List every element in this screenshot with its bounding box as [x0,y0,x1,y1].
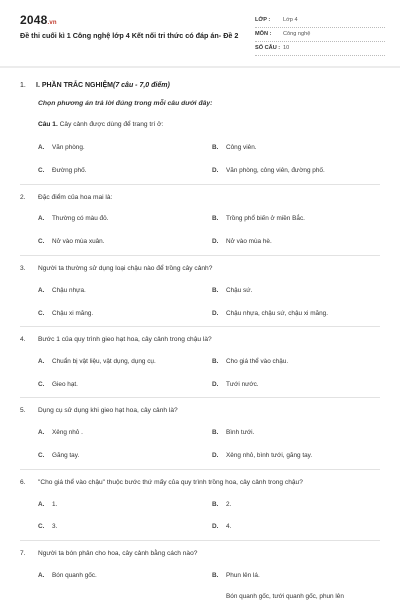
q4-option-c[interactable]: C. Gieo hạt. [38,381,78,388]
q1-option-c[interactable]: C. Đường phố. [38,167,87,174]
q4-option-a[interactable]: A. Chuẩn bị vật liệu, vật dụng, dụng cụ. [38,358,156,365]
q1-option-b[interactable]: B. Công viên. [212,144,257,151]
q4-option-d[interactable]: D. Tưới nước. [212,381,259,388]
question-1-text: Câu 1. Cây cảnh được dùng để trang trí ở: [38,121,164,128]
q2-option-b[interactable]: B. Trồng phổ biến ở miền Bắc. [212,215,305,222]
q7-option-a[interactable]: A. Bón quanh gốc. [38,572,97,579]
question-divider [20,540,380,541]
q3-option-a[interactable]: A. Chậu nhựa. [38,287,86,294]
section-title: 1. I. PHẦN TRẮC NGHIỆM(7 câu - 7,0 điểm) [20,82,170,89]
q5-option-d[interactable]: D. Xẻng nhỏ, bình tưới, găng tay. [212,452,313,459]
q5-option-c[interactable]: C. Găng tay. [38,452,80,459]
q7-option-b[interactable]: B. Phun lên lá. [212,572,260,579]
question-divider [20,469,380,470]
question-divider [20,326,380,327]
q2-option-c[interactable]: C. Nở vào mùa xuân. [38,238,105,245]
q4-option-b[interactable]: B. Cho giá thể vào chậu. [212,358,289,365]
meta-subject: MÔN : Công nghệ [255,30,385,42]
q2-option-a[interactable]: A. Thường có màu đỏ. [38,215,109,222]
meta-class: LỚP : Lớp 4 [255,16,385,28]
q3-option-c[interactable]: C. Chậu xi măng. [38,310,94,317]
question-divider [20,184,380,185]
q6-option-b[interactable]: B. 2. [212,501,232,508]
q6-option-c[interactable]: C. 3. [38,523,58,530]
q1-option-a[interactable]: A. Văn phòng. [38,144,85,151]
q1-option-d[interactable]: D. Văn phòng, công viên, đường phố. [212,167,325,174]
q5-option-b[interactable]: B. Bình tưới. [212,429,255,436]
question-divider [20,397,380,398]
header-divider [0,66,400,68]
q6-option-d[interactable]: D. 4. [212,523,232,530]
meta-question-count: SỐ CÂU : 10 [255,44,385,56]
page-header [0,0,400,66]
q3-option-b[interactable]: B. Chậu sứ. [212,287,253,294]
site-logo[interactable]: 2048.vn [20,13,57,27]
q5-option-a[interactable]: A. Xẻng nhỏ . [38,429,83,436]
q7-option-d[interactable]: Bón quanh gốc, tưới quanh gốc, phun lên [226,593,344,600]
q3-option-d[interactable]: D. Chậu nhựa, chậu sứ, chậu xi măng. [212,310,328,317]
q6-option-a[interactable]: A. 1. [38,501,58,508]
q2-option-d[interactable]: D. Nở vào mùa hè. [212,238,272,245]
question-divider [20,255,380,256]
section-instruction: Chọn phương án trả lời đúng trong mỗi câu dưới đây: [38,100,213,107]
document-title: Đề thi cuối kì 1 Công nghệ lớp 4 Kết nối tri thức có đáp án- Đề 2 [20,31,239,40]
